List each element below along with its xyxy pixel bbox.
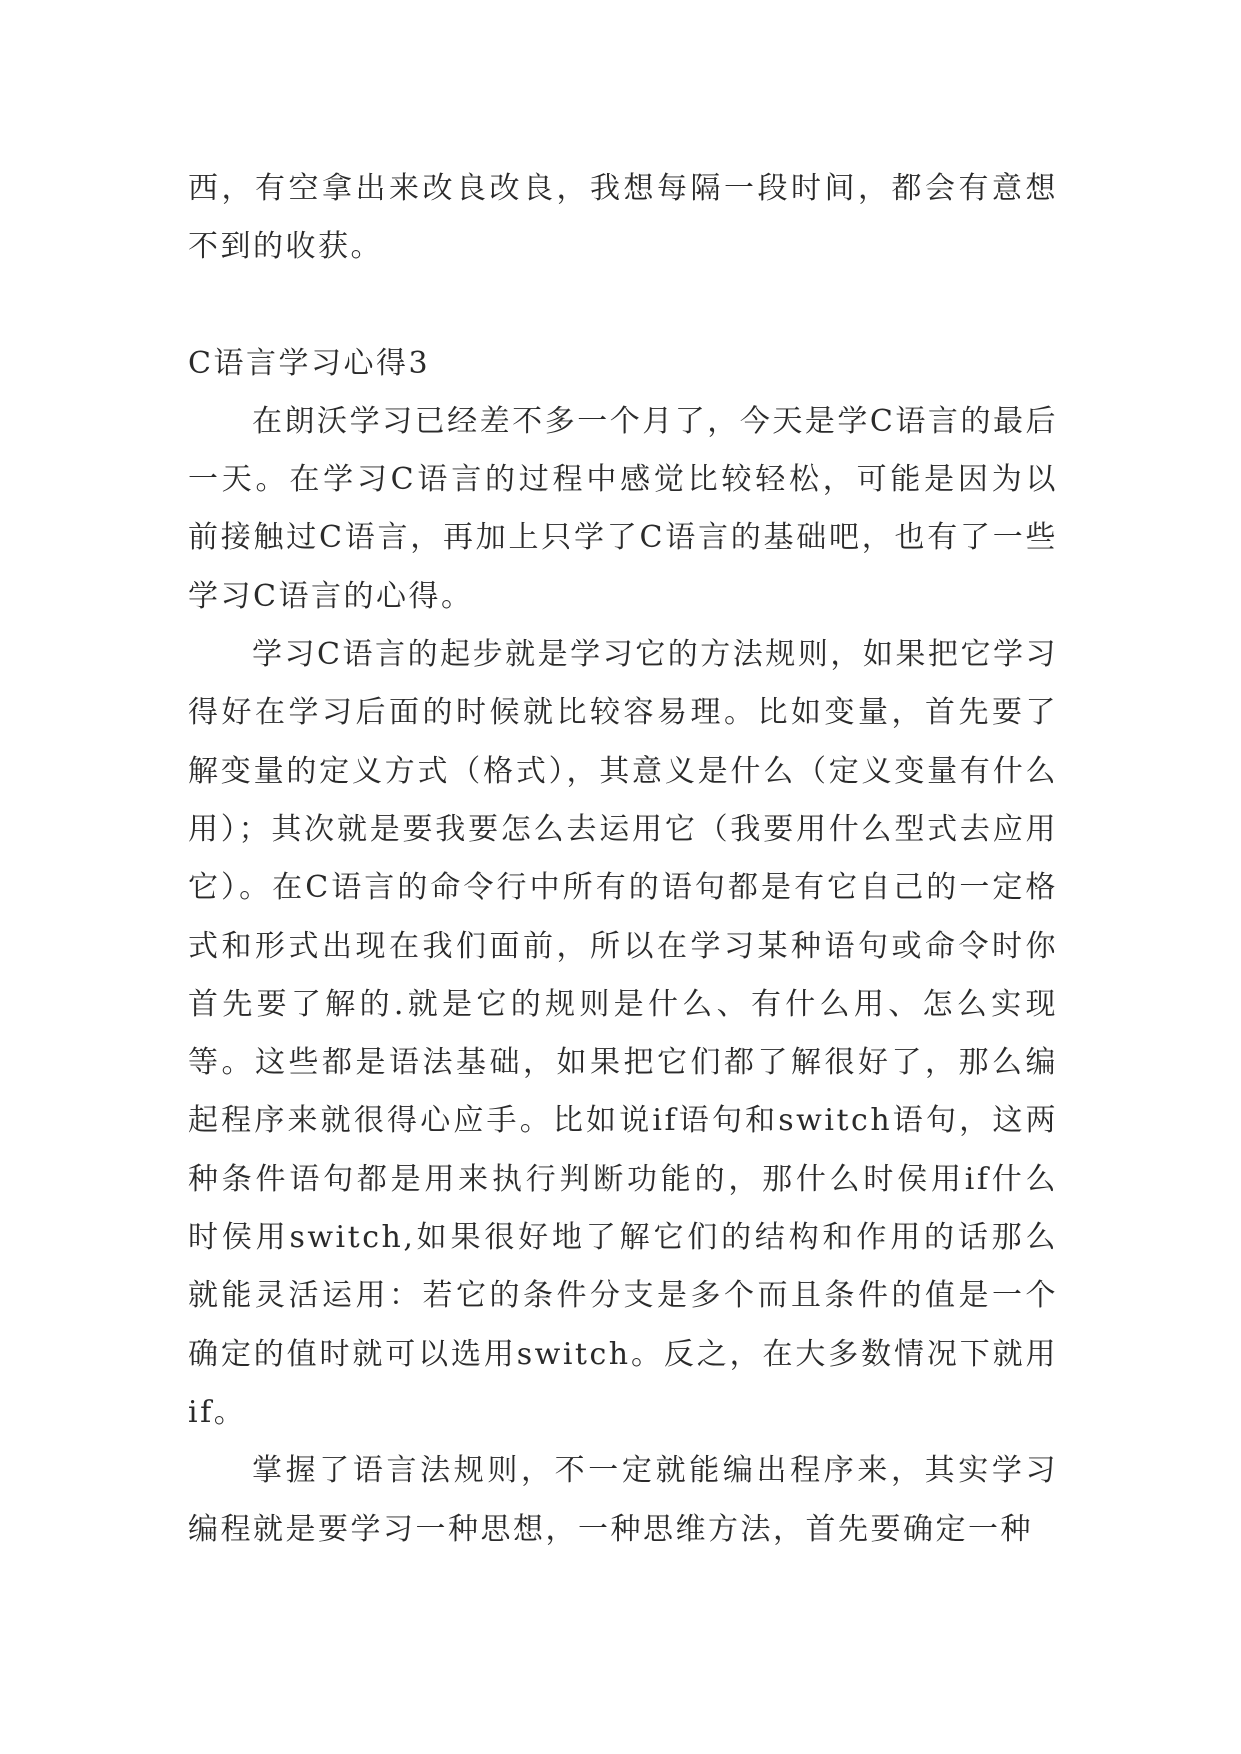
body-paragraph: 在朗沃学习已经差不多一个月了，今天是学C语言的最后一天。在学习C语言的过程中感觉比较轻松，可能是因为以前接触过C语言，再加上只学了C语言的基础吧，也有了一些学习C语言的心得。 xyxy=(188,403,1058,614)
body-paragraph: 掌握了语言法规则，不一定就能编出程序来，其实学习编程就是要学习一种思想，一种思维方法，首先要确定一种 xyxy=(188,1453,1058,1547)
body-paragraph: 学习C语言的起步就是学习它的方法规则，如果把它学习得好在学习后面的时候就比较容易理。比如变量，首先要了解变量的定义方式（格式），其意义是什么（定义变量有什么用）；其次就是要我要怎么去运用它（我要用什么型式去应用它）。在C语言的命令行中所有的语句都是有它自己的一定格式和形式出现在我们面前，所以在学习某种语句或命令时你首先要了解的.就是它的规则是什么、有什么用、怎么实现等。这些都是语法基础，如果把它们都了解很好了，那么编起程序来就很得心应手。比如说if语句和switch语句，这两种条件语句都是用来执行判断功能的，那什么时侯用if什么时侯用switch,如果很好地了解它们的结构和作用的话那么就能灵活运用：若它的条件分支是多个而且条件的值是一个确定的值时就可以选用switch。反之，在大多数情况下就用if。 xyxy=(188,637,1058,1430)
section-heading: C语言学习心得3 xyxy=(188,345,431,381)
paragraph-gap xyxy=(188,277,1058,335)
document-body xyxy=(188,160,1058,1559)
carryover-paragraph: 西，有空拿出来改良改良，我想每隔一段时间，都会有意想不到的收获。 xyxy=(188,171,1058,265)
